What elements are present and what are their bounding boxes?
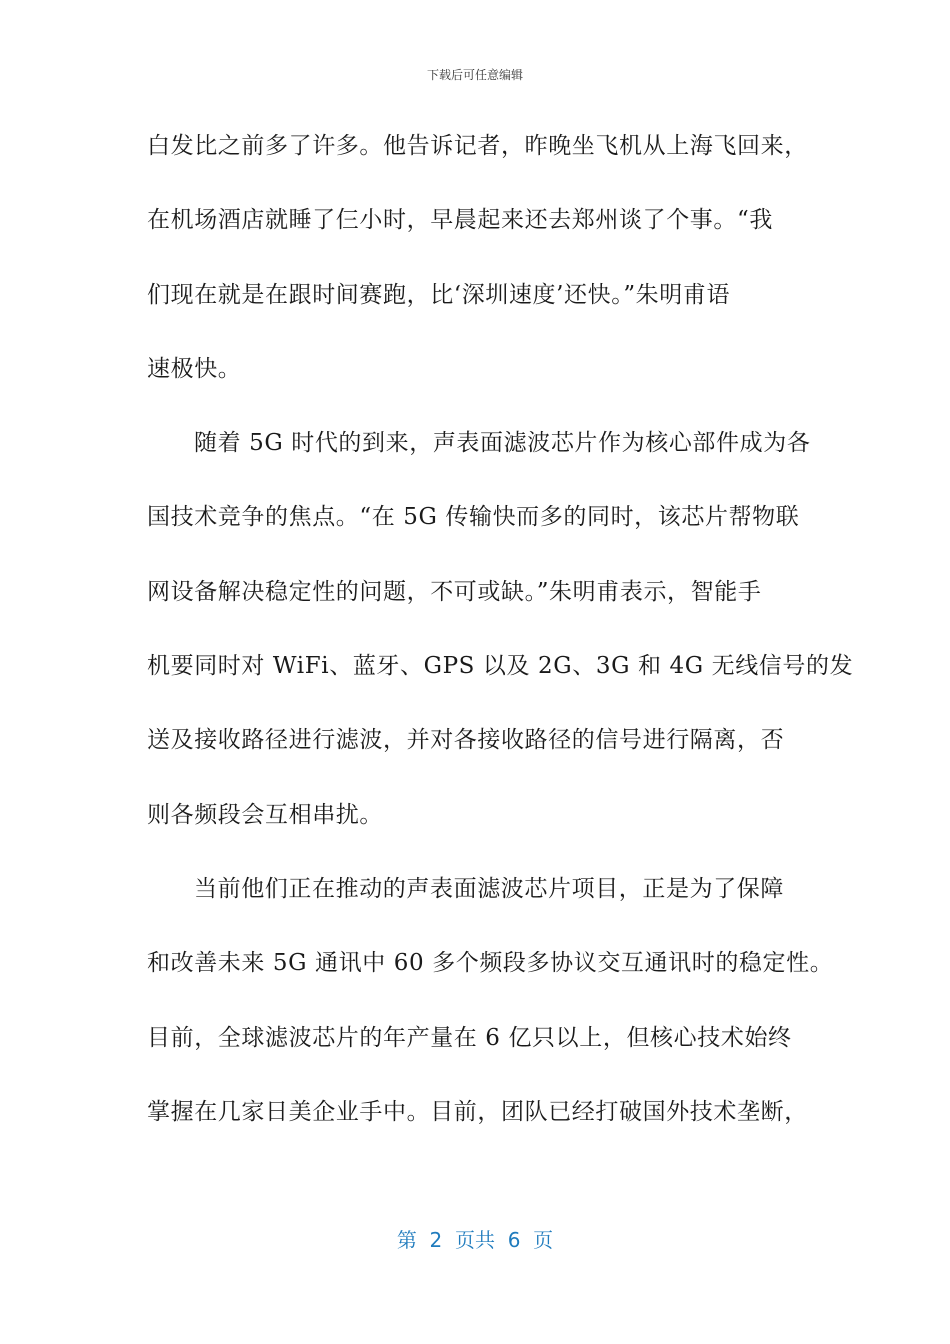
page-header: 下载后可任意编辑: [426, 68, 523, 82]
text-line: 白发比之前多了许多。他告诉记者，昨晚坐飞机从上海飞回来，: [147, 133, 808, 159]
text-line: 机要同时对 WiFi、蓝牙、GPS 以及 2G、3G 和 4G 无线信号的发: [147, 653, 854, 680]
text-line: 和改善未来 5G 通讯中 60 多个频段多协议交互通讯时的稳定性。: [147, 950, 834, 977]
text-line: 在机场酒店就睡了仨小时，早晨起来还去郑州谈了个事。“我: [147, 207, 773, 234]
text-line: 则各频段会互相串扰。: [147, 801, 383, 828]
text-line: 们现在就是在跟时间赛跑，比‘深圳速度’还快。”朱明甫语: [147, 281, 731, 308]
text-line: 掌握在几家日美企业手中。目前，团队已经打破国外技术垄断，: [147, 1098, 808, 1125]
text-line: 国技术竞争的焦点。“在 5G 传输快而多的同时，该芯片帮物联: [147, 504, 800, 531]
text-line: 送及接收路径进行滤波，并对各接收路径的信号进行隔离，否: [147, 727, 785, 754]
text-line: 速极快。: [147, 355, 242, 382]
document-body: [147, 118, 854, 1158]
text-line: 目前，全球滤波芯片的年产量在 6 亿只以上，但核心技术始终: [147, 1024, 792, 1051]
paragraph-first-line: 随着 5G 时代的到来，声表面滤波芯片作为核心部件成为各: [194, 430, 811, 457]
text-line: 网设备解决稳定性的问题，不可或缺。”朱明甫表示，智能手: [147, 578, 762, 605]
paragraph-first-line: 当前他们正在推动的声表面滤波芯片项目，正是为了保障: [194, 875, 784, 902]
page-number-footer: 第 2 页共 6 页: [396, 1228, 554, 1252]
